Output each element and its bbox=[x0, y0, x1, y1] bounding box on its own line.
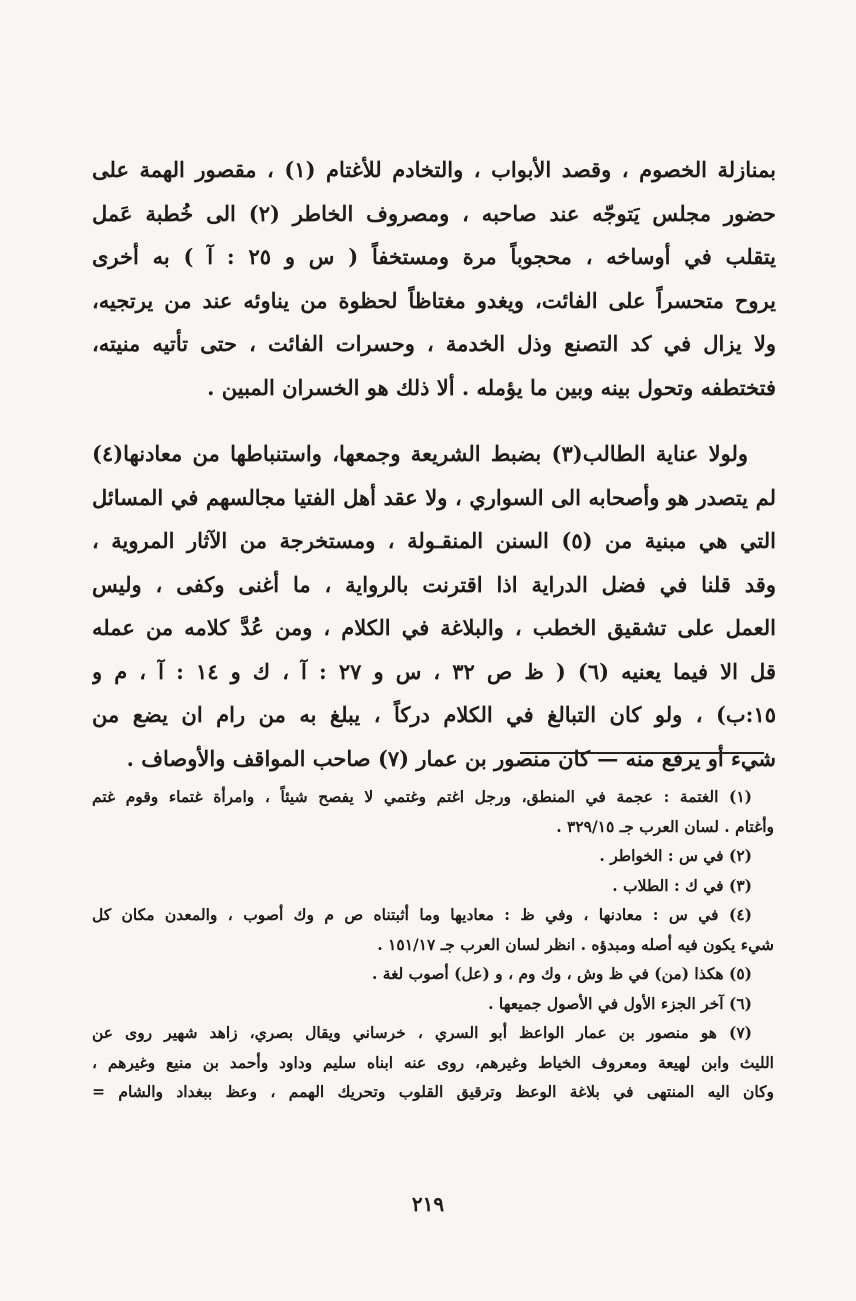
text-line: قل الا فيما يعنيه (٦) ( ظ ص ٣٢ ، س و ٢٧ : آ ، ك و ١٤ : آ ، م و bbox=[92, 658, 776, 684]
text-line: ١٥:ب) ، ولو كان التبالغ في الكلام دركاً ، يبلغ به من رام ان يضع من bbox=[92, 702, 776, 727]
text-line: وقد قلنا في فضل الدراية اذا اقترنت بالرواية ، ما أغنى وكفى ، وليس bbox=[92, 571, 776, 597]
text-line: بمنازلة الخصوم ، وقصد الأبواب ، والتخادم للأغتام (١) ، مقصور الهمة على bbox=[92, 157, 776, 182]
footnote-line: شيء يكون فيه أصله ومبدؤه . انظر لسان العرب جـ ١٥١/١٧ . bbox=[377, 934, 774, 954]
footnote-6: (٦) آخر الجزء الأول في الأصول جميعها . bbox=[488, 993, 752, 1013]
paragraph-1 bbox=[92, 148, 776, 409]
text-line: ولولا عناية الطالب(٣) بضبط الشريعة وجمعها، واستنباطها من معادنها(٤) bbox=[92, 441, 748, 466]
footnote-4 bbox=[92, 900, 774, 959]
footnotes bbox=[92, 782, 774, 1107]
footnote-line: (٤) في س : معادنها ، وفي ظ : معاديها وما أثبتناه ص م وك أصوب ، والمعدن مكان كل bbox=[92, 905, 752, 924]
text-line: لم يتصدر هو وأصحابه الى السواري ، ولا عقد أهل الفتيا مجالسهم في المسائل bbox=[92, 484, 776, 510]
footnote-line: (١) الغتمة : عجمة في المنطق، ورجل اغتم وغتمي لا يفصح شيئاً ، وامرأة غتماء وقوم غتم bbox=[92, 787, 752, 806]
text-line: يروح متحسراً على الفائت، ويغدو مغتاظاً لحظوة من يناوئه عند من يرتجيه، bbox=[92, 287, 776, 313]
footnote-line: وكان اليه المنتهى في بلاغة الوعظ وترقيق القلوب وتحريك الهمم ، وعظ ببغداد والشام = bbox=[92, 1082, 774, 1101]
footnote-5: (٥) هكذا (من) في ظ وش ، وك وم ، و (عل) أصوب لغة . bbox=[371, 964, 752, 983]
text-line: فتختطفه وتحول بينه وبين ما يؤمله . ألا ذلك هو الخسران المبين . bbox=[207, 374, 776, 400]
footnote-3: (٣) في ك : الطلاب . bbox=[612, 875, 752, 895]
footnote-2: (٢) في س : الخواطر . bbox=[599, 846, 752, 865]
text-line: ولا يزال في كد التصنع وذل الخدمة ، وحسرات الفائت ، حتى تأتيه منيته، bbox=[92, 331, 776, 356]
page-number: ٢١٩ bbox=[411, 1192, 445, 1216]
text-line: العمل على تشقيق الخطب ، والبلاغة في الكلام ، ومن عُدَّ كلامه من عمله bbox=[92, 615, 776, 640]
text-line: حضور مجلس يَتوجّه عند صاحبه ، ومصروف الخاطر (٢) الى خُطبة عَمل bbox=[92, 200, 776, 226]
text-line: شيء أو يرفع منه — كان منصور بن عمار (٧) صاحب المواقف والأوصاف . bbox=[126, 745, 776, 771]
text-line: يتقلب في أوساخه ، محجوباً مرة ومستخفاً ( س و ٢٥ : آ ) به أخرى bbox=[92, 244, 776, 269]
footnote-line: وأغتام . لسان العرب جـ ٣٢٩/١٥ . bbox=[556, 816, 774, 836]
paragraph-2 bbox=[92, 432, 776, 780]
footnote-line: (٧) هو منصور بن عمار الواعظ أبو السري ، خرساني ويقال بصري، زاهد شهير روى عن bbox=[92, 1023, 752, 1042]
paragraph-gap bbox=[92, 409, 776, 432]
footnote-separator bbox=[520, 752, 764, 754]
footnote-line: الليث وابن لهيعة ومعروف الخياط وغيرهم، روى عنه ابناه سليم وداود وأحمد بن منيع وغيرهم ، bbox=[92, 1052, 774, 1072]
text-line: التي هي مبنية من (٥) السنن المنقـولة ، ومستخرجة من الآثار المروية ، bbox=[92, 528, 776, 553]
main-text bbox=[92, 148, 776, 780]
footnote-7 bbox=[92, 1018, 774, 1107]
footnote-1 bbox=[92, 782, 774, 841]
